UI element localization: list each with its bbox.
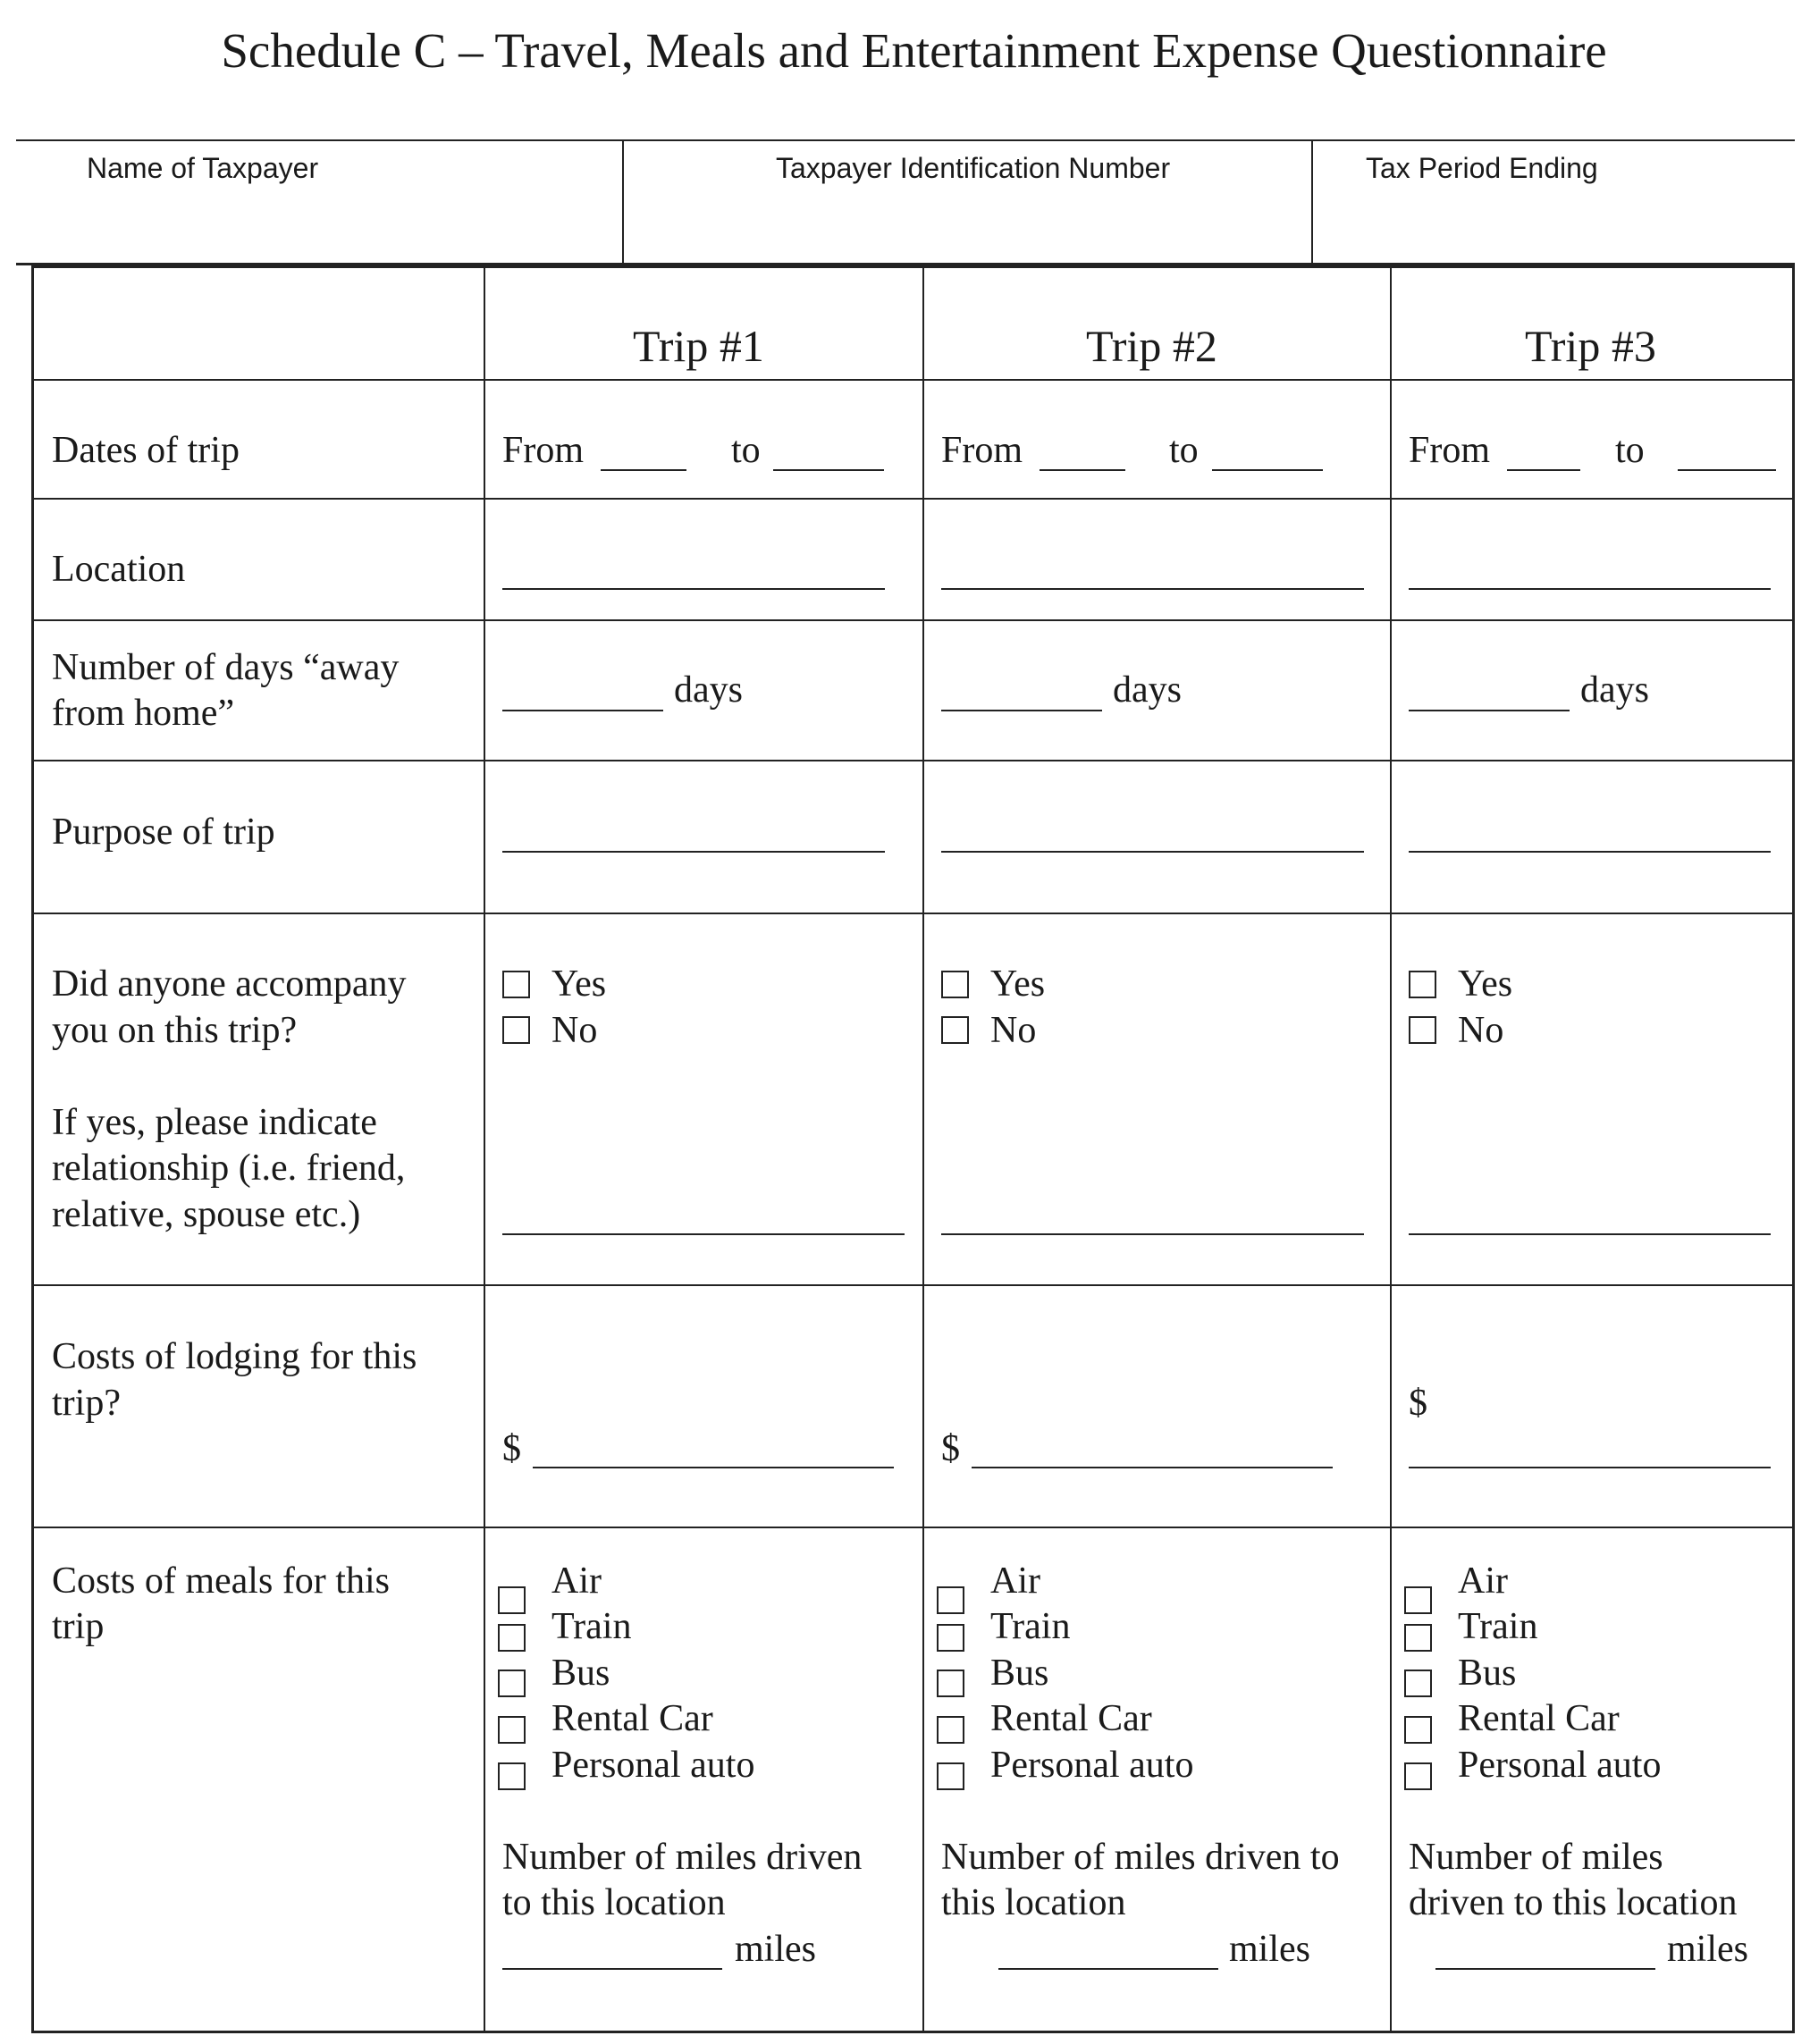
trip-1-lodging-dollar: $	[502, 1428, 521, 1469]
trip-1-accompanied-yes-checkbox[interactable]	[502, 971, 530, 998]
trip-2-from-label: From	[941, 430, 1023, 471]
trip-expense-table	[31, 265, 1795, 2033]
trip-2-train-label: Train	[990, 1606, 1071, 1647]
trip-3-to-label: to	[1615, 430, 1645, 471]
header-divider	[1311, 141, 1313, 263]
trip-2-location-field[interactable]	[941, 588, 1364, 590]
trip-1-train-label: Train	[551, 1606, 632, 1647]
trip-1-rental-car-checkbox[interactable]	[498, 1716, 526, 1744]
trip-3-rental-car-label: Rental Car	[1458, 1698, 1620, 1739]
trip-1-train-checkbox[interactable]	[498, 1624, 526, 1652]
trip-2-days-unit: days	[1113, 669, 1182, 711]
header-divider	[622, 141, 624, 263]
trip-1-to-label: to	[731, 430, 761, 471]
column-header-trip-2: Trip #2	[1086, 321, 1217, 371]
column-divider	[484, 268, 485, 2031]
trip-3-yes-label: Yes	[1458, 963, 1513, 1005]
trip-3-miles-unit: miles	[1667, 1929, 1748, 1970]
trip-2-to-date-field[interactable]	[1212, 469, 1323, 471]
row-label-accompany-line-3: If yes, please indicate	[52, 1102, 377, 1143]
row-label-accompany-line-4: relationship (i.e. friend,	[52, 1148, 406, 1189]
row-divider	[34, 1284, 1792, 1286]
document-title: Schedule C – Travel, Meals and Entertainment Expense Questionnaire	[221, 23, 1607, 78]
trip-2-from-date-field[interactable]	[1040, 469, 1125, 471]
row-label-purpose: Purpose of trip	[52, 812, 275, 853]
trip-1-personal-auto-checkbox[interactable]	[498, 1762, 526, 1790]
trip-3-personal-auto-label: Personal auto	[1458, 1745, 1662, 1786]
trip-2-miles-text-line-1: Number of miles driven to	[941, 1837, 1340, 1878]
trip-1-days-field[interactable]	[502, 710, 663, 711]
taxpayer-id-label: Taxpayer Identification Number	[776, 152, 1171, 184]
trip-3-days-field[interactable]	[1409, 710, 1570, 711]
row-label-lodging-line-2: trip?	[52, 1383, 121, 1424]
trip-2-rental-car-label: Rental Car	[990, 1698, 1152, 1739]
trip-1-from-label: From	[502, 430, 585, 471]
trip-3-to-date-field[interactable]	[1678, 469, 1776, 471]
trip-3-location-field[interactable]	[1409, 588, 1771, 590]
trip-3-no-label: No	[1458, 1010, 1504, 1051]
trip-3-train-label: Train	[1458, 1606, 1538, 1647]
row-label-accompany-line-5: relative, spouse etc.)	[52, 1194, 361, 1235]
row-label-meals-line-1: Costs of meals for this	[52, 1560, 390, 1602]
trip-3-relationship-field[interactable]	[1409, 1233, 1771, 1235]
trip-2-bus-checkbox[interactable]	[937, 1670, 964, 1697]
trip-1-relationship-field[interactable]	[502, 1233, 905, 1235]
trip-2-lodging-dollar: $	[941, 1428, 960, 1469]
trip-3-air-label: Air	[1458, 1560, 1508, 1602]
trip-1-no-label: No	[551, 1010, 598, 1051]
trip-2-rental-car-checkbox[interactable]	[937, 1716, 964, 1744]
trip-2-personal-auto-label: Personal auto	[990, 1745, 1194, 1786]
trip-2-miles-unit: miles	[1229, 1929, 1310, 1970]
trip-2-air-label: Air	[990, 1560, 1040, 1602]
trip-3-train-checkbox[interactable]	[1404, 1624, 1432, 1652]
name-of-taxpayer-label: Name of Taxpayer	[87, 152, 319, 184]
trip-2-yes-label: Yes	[990, 963, 1046, 1005]
row-divider	[34, 619, 1792, 621]
trip-1-air-label: Air	[551, 1560, 602, 1602]
row-label-days-line-2: from home”	[52, 693, 235, 734]
column-divider	[1390, 268, 1392, 2031]
trip-3-from-label: From	[1409, 430, 1491, 471]
row-label-dates: Dates of trip	[52, 430, 240, 471]
row-divider	[34, 498, 1792, 500]
trip-1-air-checkbox[interactable]	[498, 1586, 526, 1614]
trip-2-miles-text-line-2: this location	[941, 1882, 1126, 1923]
tax-period-label: Tax Period Ending	[1366, 152, 1598, 184]
row-divider	[34, 913, 1792, 914]
trip-1-from-date-field[interactable]	[601, 469, 686, 471]
column-header-trip-3: Trip #3	[1525, 321, 1656, 371]
trip-2-to-label: to	[1169, 430, 1199, 471]
trip-2-air-checkbox[interactable]	[937, 1586, 964, 1614]
column-header-trip-1: Trip #1	[633, 321, 764, 371]
row-divider	[34, 1527, 1792, 1528]
trip-2-train-checkbox[interactable]	[937, 1624, 964, 1652]
trip-1-purpose-field[interactable]	[502, 851, 885, 853]
trip-1-lodging-cost-field[interactable]	[533, 1467, 894, 1468]
trip-3-rental-car-checkbox[interactable]	[1404, 1716, 1432, 1744]
trip-1-rental-car-label: Rental Car	[551, 1698, 713, 1739]
trip-2-relationship-field[interactable]	[941, 1233, 1364, 1235]
taxpayer-header	[16, 139, 1795, 265]
row-divider	[34, 379, 1792, 381]
trip-3-miles-text-line-1: Number of miles	[1409, 1837, 1663, 1878]
trip-3-personal-auto-checkbox[interactable]	[1404, 1762, 1432, 1790]
trip-3-miles-text-line-2: driven to this location	[1409, 1882, 1738, 1923]
trip-1-miles-text-line-2: to this location	[502, 1882, 726, 1923]
row-label-accompany-line-2: you on this trip?	[52, 1010, 298, 1051]
row-divider	[34, 760, 1792, 761]
trip-3-purpose-field[interactable]	[1409, 851, 1771, 853]
trip-2-no-label: No	[990, 1010, 1037, 1051]
trip-2-accompanied-yes-checkbox[interactable]	[941, 971, 969, 998]
row-label-lodging-line-1: Costs of lodging for this	[52, 1336, 417, 1377]
trip-3-lodging-cost-field[interactable]	[1409, 1467, 1771, 1468]
trip-3-miles-field[interactable]	[1435, 1968, 1655, 1970]
trip-3-air-checkbox[interactable]	[1404, 1586, 1432, 1614]
trip-2-miles-field[interactable]	[998, 1968, 1218, 1970]
trip-1-miles-text-line-1: Number of miles driven	[502, 1837, 863, 1878]
trip-1-to-date-field[interactable]	[773, 469, 884, 471]
trip-1-miles-unit: miles	[735, 1929, 816, 1970]
trip-2-bus-label: Bus	[990, 1653, 1049, 1694]
trip-2-purpose-field[interactable]	[941, 851, 1364, 853]
trip-1-location-field[interactable]	[502, 588, 885, 590]
trip-1-days-unit: days	[674, 669, 743, 711]
row-label-days-line-1: Number of days “away	[52, 647, 400, 688]
row-label-meals-line-2: trip	[52, 1606, 105, 1647]
trip-2-personal-auto-checkbox[interactable]	[937, 1762, 964, 1790]
trip-3-bus-checkbox[interactable]	[1404, 1670, 1432, 1697]
trip-1-miles-field[interactable]	[502, 1968, 722, 1970]
trip-2-lodging-cost-field[interactable]	[972, 1467, 1333, 1468]
trip-1-personal-auto-label: Personal auto	[551, 1745, 755, 1786]
trip-1-accompanied-no-checkbox[interactable]	[502, 1016, 530, 1044]
trip-3-accompanied-yes-checkbox[interactable]	[1409, 971, 1436, 998]
row-label-location: Location	[52, 549, 186, 590]
column-divider	[922, 268, 924, 2031]
trip-3-days-unit: days	[1580, 669, 1649, 711]
trip-3-lodging-dollar: $	[1409, 1383, 1427, 1424]
trip-1-bus-checkbox[interactable]	[498, 1670, 526, 1697]
trip-2-accompanied-no-checkbox[interactable]	[941, 1016, 969, 1044]
trip-1-bus-label: Bus	[551, 1653, 610, 1694]
row-label-accompany-line-1: Did anyone accompany	[52, 963, 407, 1005]
trip-3-from-date-field[interactable]	[1507, 469, 1580, 471]
trip-2-days-field[interactable]	[941, 710, 1102, 711]
trip-3-accompanied-no-checkbox[interactable]	[1409, 1016, 1436, 1044]
trip-3-bus-label: Bus	[1458, 1653, 1517, 1694]
trip-1-yes-label: Yes	[551, 963, 607, 1005]
